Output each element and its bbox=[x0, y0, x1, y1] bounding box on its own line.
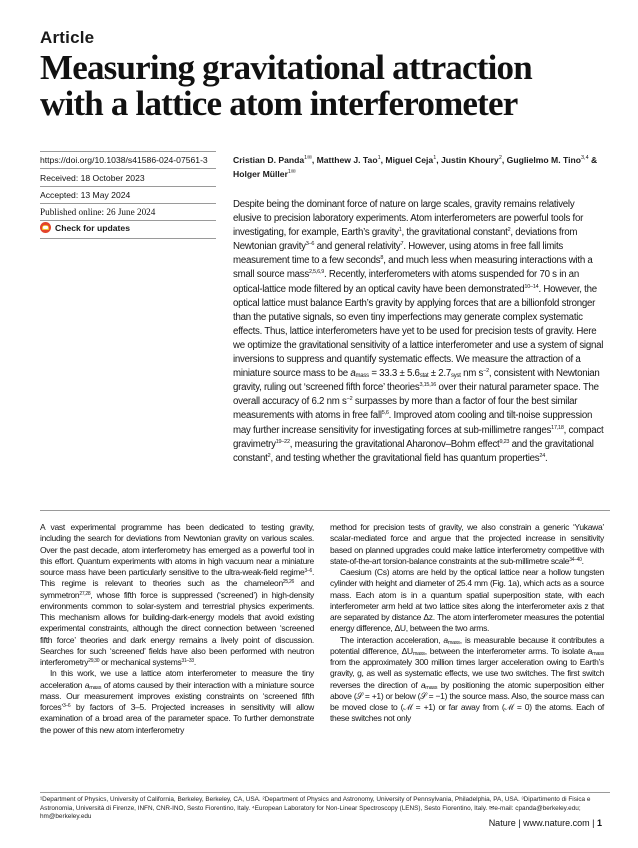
check-for-updates-button[interactable] bbox=[40, 222, 130, 233]
author-affiliation: 1 bbox=[377, 155, 381, 161]
author-list: Cristian D. Panda$^{1✉}$, Matthew J. Tao$^1$, Miguel Ceja$^1$, Justin Khoury$^2$, Guglielmo M. Tino$^{3,4}$ & Holger Müller$^{1✉}$ bbox=[233, 155, 598, 179]
received-date: Received: 18 October 2023 bbox=[40, 173, 145, 183]
page-number: 1 bbox=[596, 818, 602, 828]
author-affiliation: 1✉ bbox=[304, 155, 312, 161]
body-column-right bbox=[330, 522, 604, 725]
body-paragraph: The interaction acceleration, $a_{mass}$, is measurable because it contributes a potential difference, $\Delta U_{mass}$, between the interferometer arms. To isolate $a_{mass}$ from the approximately 300 million times larger acceleration owing to Earth’s gravity, g, as well as systematic effects, we use two switches. The first switch reverses the direction of $a_{mass}$ by positioning the atomic superposition either above (𝒮 = +1) or below (𝒮 = −1) the source mass. Also, the source mass can be moved close to (ℳ = +1) or far away from (ℳ = 0) the atoms. Each of these switches not only bbox=[330, 634, 605, 724]
journal-name: Nature bbox=[488, 818, 516, 828]
body-paragraph: A vast experimental programme has been dedicated to testing gravity, including the search for deviations from Newtonian gravity on various scales. Over the past decade, atom interferometry has emerged as a powerful tool in this effort. Quantum experiments with atoms in high vacuum near a miniature source mass have been particularly sensitive to the ultra-weak-field regime$^{3-6}$. This regime is relevant to theories such as the chameleon$^{25,26}$ and symmetron$^{27,28}$, whose fifth force is suppressed (‘screened’) in high-density environments common to solar-system and terrestrial physics experiments. This mechanism allows for building-dark-energy models that avoid existing experimental constraints, although the direct connection between ‘screened fifth force’ theories and dark energy remains a lively point of discussion. Searches for such ‘screened’ fields have also been performed with neutron interferometry$^{29,30}$ or mechanical systems$^{31-33}$. bbox=[40, 522, 315, 667]
abstract-divider bbox=[40, 510, 610, 511]
footer-separator: | bbox=[592, 818, 595, 828]
paper-title: Measuring gravitational attraction with a lattice atom interferometer bbox=[40, 48, 532, 123]
meta-divider-2 bbox=[40, 186, 216, 187]
author-name[interactable]: Holger Müller bbox=[233, 169, 288, 179]
journal-site-link[interactable]: www.nature.com bbox=[523, 818, 590, 828]
page-footer bbox=[489, 818, 602, 828]
body-column-left bbox=[40, 522, 314, 736]
author-name[interactable]: Justin Khoury bbox=[441, 155, 499, 165]
author-affiliation: 1✉ bbox=[287, 169, 296, 175]
footer-separator: | bbox=[518, 818, 521, 828]
author-name[interactable]: Cristian D. Panda bbox=[233, 155, 305, 165]
check-updates-icon bbox=[40, 222, 51, 233]
abstract: Despite being the dominant force of nature on large scales, gravity remains relatively elusive to precision laboratory experiments. Atom interferometers are powerful tools for investigating, for example, Earth’s gravity$^1$, the gravitational constant$^2$, deviations from Newtonian gravity$^{3-6}$ and general relativity$^7$. However, using atoms in free fall limits measurement time to a few seconds$^8$, and much less when measuring interactions with a small source mass$^{2,5,6,9}$. Recently, interferometers with atoms suspended for 70 s in an optical-lattice mode filtered by an optical cavity have been demonstrated$^{10-14}$. However, the optical lattice must balance Earth’s gravity by applying forces that are a billionfold stronger than the putative signals, so even tiny imperfections may generate complex systematic effects. Thus, lattice interferometers have yet to be used for precision tests of gravity. Here we optimize the gravitational sensitivity of a lattice interferometer and use a system of signal inversions to suppress and quantify systematic effects. We measure the attraction of a miniature source mass to be $a_{mass} = 33.3 \pm 5.6_{stat} \pm 2.7_{syst}$ nm $s^{-2}$, consistent with Newtonian gravity, ruling out ‘screened fifth force’ theories$^{3,15,16}$ over their natural parameter space. The overall accuracy of 6.2 nm $s^{-2}$ surpasses by more than a factor of four the best similar measurements with atoms in free fall$^{5,6}$. Improved atom cooling and tilt-noise suppression may further increase sensitivity for investigating forces at sub-millimetre ranges$^{17,18}$, compact gravimetry$^{19-22}$, measuring the gravitational Aharonov–Bohm effect$^{9,23}$ and the gravitational constant$^2$, and testing whether the gravitational field has quantum properties$^{24}$. bbox=[233, 199, 604, 464]
author-affiliation: 2 bbox=[498, 155, 502, 161]
author-affiliation: 1 bbox=[433, 155, 437, 161]
author-name[interactable]: Guglielmo M. Tino bbox=[506, 155, 581, 165]
author-name[interactable]: Matthew J. Tao bbox=[316, 155, 378, 165]
body-paragraph: method for precision tests of gravity, we also constrain a generic ‘Yukawa’ scalar-mediated force and argue that the projected increase in sensitivity based on planned upgrades could make lattice interferometry competitive with state-of-the-art torsion-balance constraints at the sub-millimetre scale$^{34-40}$. bbox=[330, 522, 604, 566]
body-paragraph: Caesium (Cs) atoms are held by the optical lattice near a hollow tungsten cylinder with height and diameter of 25.4 mm (Fig. 1a), which acts as a source mass. Each atom is in a quantum spatial superposition state, with each interferometer arm held at two lattice sites along the interferometer axis z that are separated by distance Δz. The atom interferometer measures the potential energy difference, ΔU, between the two arms. bbox=[330, 567, 604, 634]
footnote-divider bbox=[40, 792, 610, 793]
check-updates-label: Check for updates bbox=[55, 222, 130, 233]
header-divider bbox=[40, 151, 216, 152]
meta-divider-5 bbox=[40, 238, 216, 239]
meta-divider-4 bbox=[40, 220, 216, 221]
author-affiliation: 3,4 bbox=[580, 155, 589, 161]
article-type-label: Article bbox=[40, 28, 95, 47]
published-date: Published online: 26 June 2024 bbox=[40, 207, 156, 217]
accepted-date: Accepted: 13 May 2024 bbox=[40, 190, 131, 200]
doi-link[interactable]: https://doi.org/10.1038/s41586-024-07561-3 bbox=[40, 155, 208, 165]
meta-divider-3 bbox=[40, 203, 216, 204]
meta-divider-1 bbox=[40, 168, 216, 169]
author-name[interactable]: Miguel Ceja bbox=[385, 155, 434, 165]
affiliations-footnote: ¹Department of Physics, University of California, Berkeley, Berkeley, CA, USA. ²Department of Physics and Astronomy, University of Pennsylvania, Philadelphia, PA, USA. ³Dipartimento di Fisica e Astronomia, Università di Firenze, INFN, CNR-INO, Sesto Fiorentino, Italy. ⁴European Laboratory for Non-Linear Spectroscopy (LENS), Sesto Fiorentino, Italy. ✉e-mail: cpanda@berkeley.edu; hm@berkeley.edu bbox=[40, 796, 591, 821]
body-paragraph: In this work, we use a lattice atom interferometer to measure the tiny acceleration $a_{mass}$ of atoms caused by their interaction with a miniature source mass. Our measurement improves existing constraints on ‘screened fifth forces’$^{3-6}$ by factors of 3–5. Projected increases in sensitivity will allow examination of a broad area of the parameter space. To further demonstrate the power of this new atom interferometry bbox=[40, 668, 314, 735]
